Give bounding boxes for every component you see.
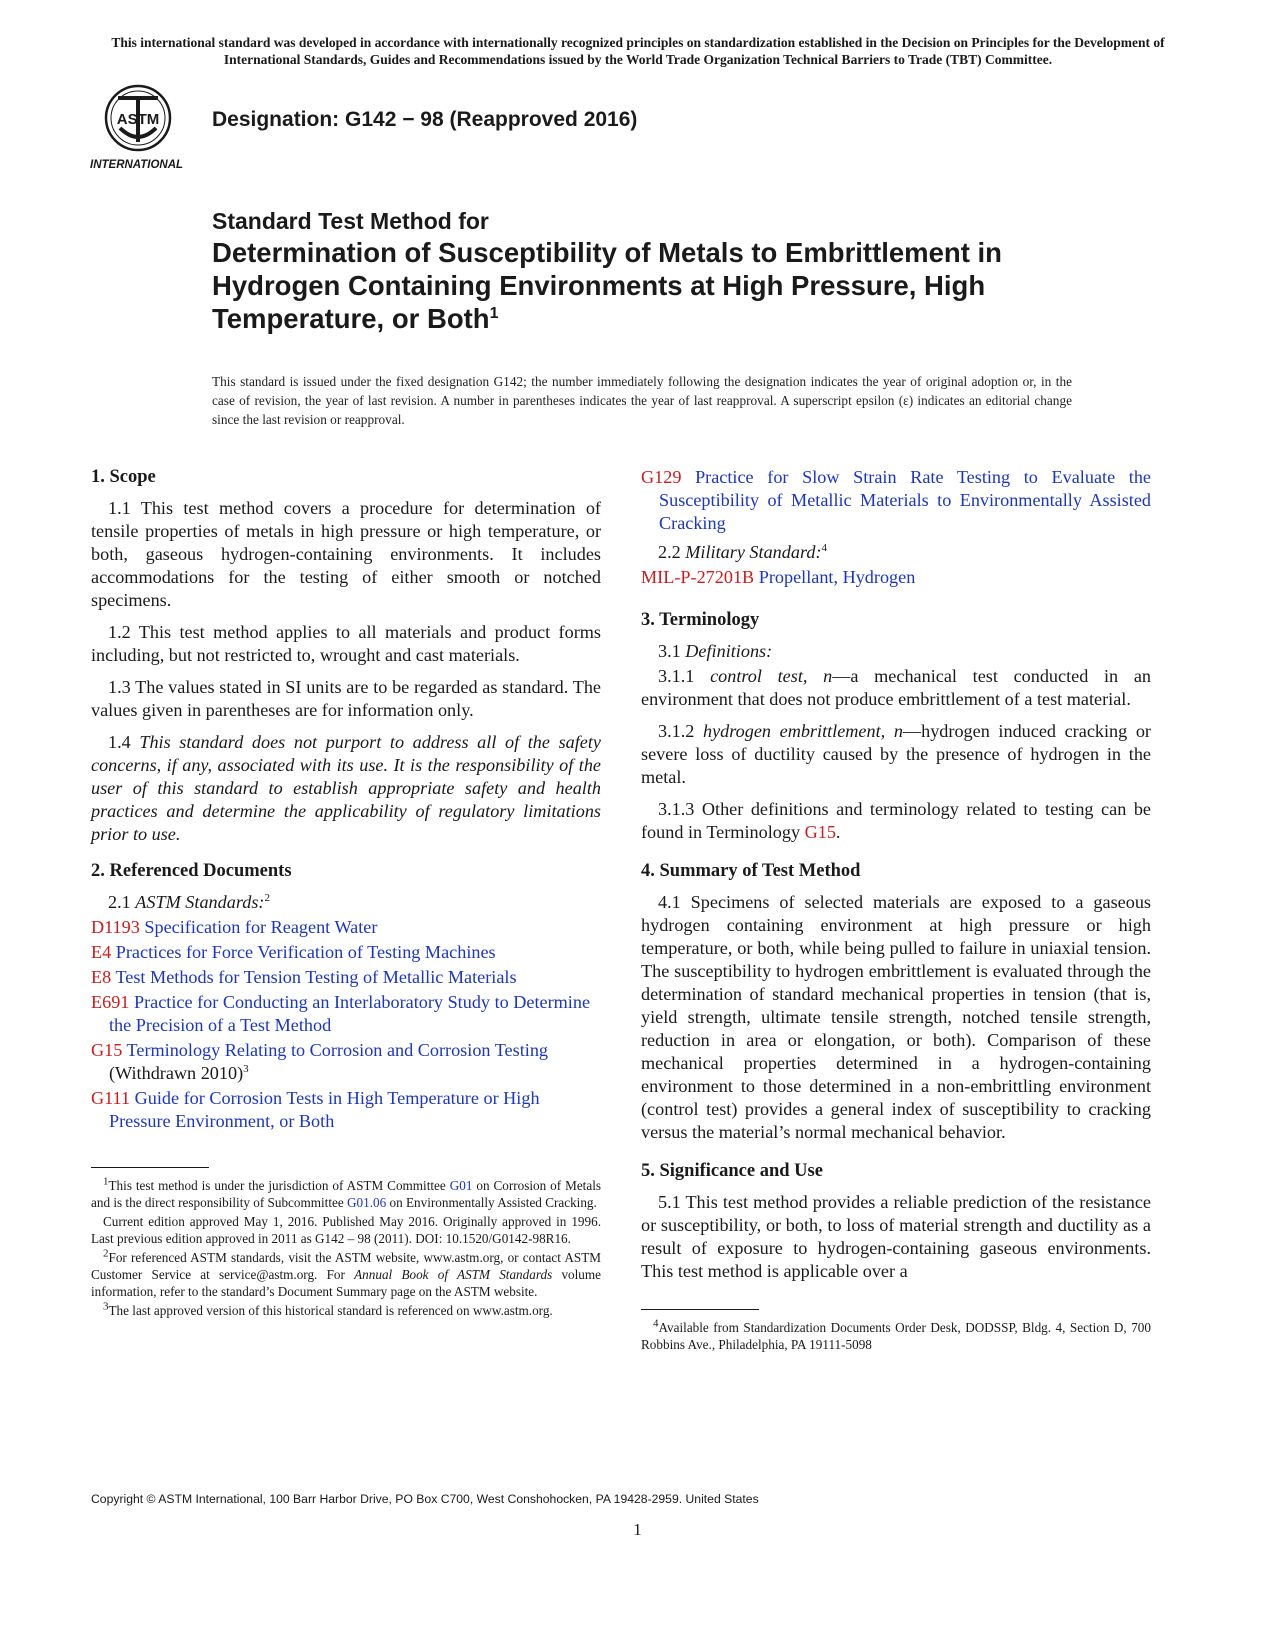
- military-standard-text: Military Standard:: [685, 542, 822, 562]
- ref-title[interactable]: Practice for Slow Strain Rate Testing to Evaluate the Susceptibility of Metallic Materials to Environmentally Assisted Cracking: [659, 467, 1152, 533]
- footnote-4: [641, 1319, 1151, 1353]
- astm-standards-mark: 2: [264, 891, 270, 904]
- title-block: [212, 206, 1072, 335]
- ref-title[interactable]: Terminology Relating to Corrosion and Corrosion Testing: [126, 1040, 549, 1060]
- section-heading-significance: 5. Significance and Use: [641, 1161, 823, 1181]
- ref-withdrawn-note: (Withdrawn 2010): [109, 1063, 244, 1083]
- designation: Designation: G142 − 98 (Reapproved 2016): [212, 108, 638, 131]
- footnote-4-text: Available from Standardization Documents Order Desk, DODSSP, Bldg. 4, Section D, 700 Robbins Ave., Philadelphia, PA 19111-5098: [641, 1320, 1151, 1352]
- ref-item-g15[interactable]: [91, 1039, 601, 1085]
- definition-number: 3.1.1: [658, 666, 695, 686]
- ref-footnote-mark: 3: [243, 1062, 249, 1075]
- paragraph-1-1: 1.1 This test method covers a procedure for determination of tensile properties of metals in high pressure or high temperature, or both, gaseous hydrogen-containing environments. It includes accommodations for the testing of either smooth or notched specimens.: [91, 498, 601, 610]
- military-standard-number: 2.2: [658, 542, 681, 562]
- footnote-2-text-b: volume information, refer to the standard’s Document Summary page on the ASTM website.: [91, 1267, 602, 1299]
- section-heading-terminology: 3. Terminology: [641, 610, 760, 630]
- astm-standards-label: [91, 891, 601, 914]
- copyright-line: Copyright © ASTM International, 100 Barr Harbor Drive, PO Box C700, West Conshohocken, PA 19428-2959. United States: [91, 1492, 759, 1506]
- section-heading-scope: 1. Scope: [91, 467, 156, 487]
- astm-standards-number: 2.1: [108, 892, 131, 912]
- definition-term: hydrogen embrittlement, n: [703, 721, 903, 741]
- ref-item-mil-p-27201b[interactable]: [641, 566, 1151, 589]
- definition-end: .: [835, 822, 841, 842]
- logo-text: ASTM: [116, 111, 160, 128]
- terminology-ref-link[interactable]: G15: [804, 822, 836, 842]
- title-line1: Standard Test Method for: [212, 208, 489, 234]
- ref-code[interactable]: D1193: [91, 917, 140, 937]
- right-column: [641, 466, 1151, 1355]
- title-footnote-mark: 1: [489, 304, 499, 322]
- ref-code[interactable]: E691: [91, 992, 130, 1012]
- ref-code[interactable]: G129: [641, 467, 682, 487]
- footnote-3-mark: 3: [103, 1300, 109, 1313]
- ref-code[interactable]: E4: [91, 942, 112, 962]
- page-number: 1: [633, 1520, 642, 1539]
- definition-3-1-3: [641, 798, 1151, 844]
- definition-number: 3.1.2: [658, 721, 695, 741]
- footnote-divider: [641, 1309, 759, 1310]
- ref-item-e691[interactable]: [91, 991, 601, 1037]
- footnote-divider: [91, 1167, 209, 1168]
- definition-text: —hydrogen induced cracking or severe loss of ductility caused by the presence of hydrogen in the metal.: [641, 721, 1151, 787]
- paragraph-1-3: 1.3 The values stated in SI units are to be regarded as standard. The values given in parentheses are for information only.: [91, 677, 601, 720]
- issuance-note: This standard is issued under the fixed designation G142; the number immediately following the designation indicates the year of original adoption or, in the case of revision, the year of last revision. A number in parentheses indicates the year of last reapproval. A superscript epsilon (ε) indicates an editorial change since the last revision or reapproval.: [212, 374, 1072, 427]
- paragraph-4-1: 4.1 Specimens of selected materials are exposed to a gaseous hydrogen containing environment at high pressure or high temperature, or both, while being pulled to failure in uniaxial tension. The susceptibility to hydrogen embrittlement is evaluated through the determination of standard mechanical properties in tension (that is, yield strength, ultimate tensile strength, notched tensile strength, reduction in area or elongation, or both). Comparison of these mechanical properties determined in a hydrogen-containing environment to those determined in a non-embrittling environment (control test) provides a general index of susceptibility to cracking versus the material’s normal mechanical behavior.: [641, 892, 1151, 1142]
- logo-subtext: INTERNATIONAL: [90, 159, 184, 171]
- footnotes-right: [641, 1319, 1151, 1353]
- committee-link[interactable]: G01: [449, 1178, 473, 1193]
- ref-item-d1193[interactable]: [91, 916, 601, 939]
- footnote-1-text-c: on Environmentally Assisted Cracking.: [389, 1195, 597, 1210]
- ref-title[interactable]: Specification for Reagent Water: [144, 917, 378, 937]
- definition-3-1-2: [641, 720, 1151, 789]
- ref-title[interactable]: Guide for Corrosion Tests in High Temperature or High Pressure Environment, or Both: [109, 1088, 540, 1131]
- footnote-1: [91, 1177, 601, 1211]
- ref-item-e4[interactable]: [91, 941, 601, 964]
- section-heading-summary: 4. Summary of Test Method: [641, 861, 861, 881]
- document-title: [212, 236, 1072, 335]
- definitions-label: [641, 640, 1151, 663]
- paragraph-5-1: 5.1 This test method provides a reliable prediction of the resistance or susceptibility, or both, to loss of material strength and ductility as a result of exposure to hydrogen-containing gaseous environments. This test method is applicable over a: [641, 1192, 1151, 1281]
- footnote-2: [91, 1249, 601, 1300]
- astm-logo-mark: [88, 84, 200, 176]
- definition-text: 3.1.3 Other definitions and terminology related to testing can be found in Terminology: [641, 799, 1151, 842]
- footnote-1-mark: 1: [103, 1175, 109, 1188]
- ref-title[interactable]: Practice for Conducting an Interlaboratory Study to Determine the Precision of a Test Method: [109, 992, 591, 1035]
- footnote-1-text-b: on Corrosion of Metals and is the direct responsibility of Subcommittee: [91, 1178, 601, 1210]
- ref-code[interactable]: G111: [91, 1088, 131, 1108]
- footnote-2-italic: Annual Book of ASTM Standards: [354, 1267, 553, 1282]
- paragraph-1-4-number: 1.4: [108, 732, 131, 752]
- paragraph-1-4: [91, 731, 601, 846]
- astm-logo: [88, 84, 200, 176]
- paragraph-1-2: 1.2 This test method applies to all materials and product forms including, but not restricted to, wrought and cast materials.: [91, 622, 601, 665]
- paragraph-1-4-text: This standard does not purport to address all of the safety concerns, if any, associated with its use. It is the responsibility of the user of this standard to establish appropriate safety and health practices and determine the applicability of regulatory limitations prior to use.: [91, 732, 601, 844]
- military-standard-mark: 4: [821, 541, 828, 554]
- edition-note: Current edition approved May 1, 2016. Published May 2016. Originally approved in 1996. Last previous edition approved in 2011 as G142 – 98 (2011). DOI: 10.1520/G0142-98R16.: [91, 1214, 601, 1246]
- footnote-2-text-a: For referenced ASTM standards, visit the ASTM website, www.astm.org, or contact ASTM Customer Service at service@astm.org. For: [91, 1250, 601, 1282]
- footnote-2-mark: 2: [103, 1247, 109, 1260]
- definition-3-1-1: [641, 665, 1151, 711]
- ref-item-e8[interactable]: [91, 966, 601, 989]
- footnote-3: [91, 1302, 601, 1319]
- ref-code[interactable]: MIL-P-27201B: [641, 567, 755, 587]
- ref-code[interactable]: E8: [91, 967, 112, 987]
- ref-code[interactable]: G15: [91, 1040, 123, 1060]
- footnote-4-mark: 4: [653, 1317, 659, 1330]
- footnotes-left: [91, 1177, 601, 1319]
- ref-title[interactable]: Test Methods for Tension Testing of Metallic Materials: [115, 967, 517, 987]
- definitions-text: Definitions:: [685, 641, 773, 661]
- definition-text: —a mechanical test conducted in an environment that does not produce embrittlement of a test material.: [641, 666, 1152, 709]
- military-standard-label: [641, 541, 1151, 564]
- subcommittee-link[interactable]: G01.06: [347, 1195, 387, 1210]
- footnote-1-text-a: This test method is under the jurisdiction of ASTM Committee: [108, 1178, 446, 1193]
- ref-title[interactable]: Propellant, Hydrogen: [758, 567, 916, 587]
- title-text: Determination of Susceptibility of Metals to Embrittlement in Hydrogen Containing Environments at High Pressure, High Temperature, or Both: [212, 237, 1002, 334]
- top-notice: This international standard was developed in accordance with internationally recognized principles on standardization established in the Decision on Principles for the Development of International Standards, Guides and Recommendations issued by the World Trade Organization Technical Barriers to Trade (TBT) Committee.: [111, 35, 1165, 67]
- ref-item-g111[interactable]: [91, 1087, 601, 1133]
- astm-standards-text: ASTM Standards:: [135, 892, 265, 912]
- ref-title[interactable]: Practices for Force Verification of Testing Machines: [115, 942, 496, 962]
- footnote-3-text: The last approved version of this historical standard is referenced on www.astm.org.: [108, 1303, 553, 1318]
- section-heading-referenced: 2. Referenced Documents: [91, 861, 292, 881]
- ref-item-g129[interactable]: [641, 466, 1151, 535]
- left-column: [91, 466, 601, 1321]
- definitions-number: 3.1: [658, 641, 681, 661]
- definition-term: control test, n: [710, 666, 833, 686]
